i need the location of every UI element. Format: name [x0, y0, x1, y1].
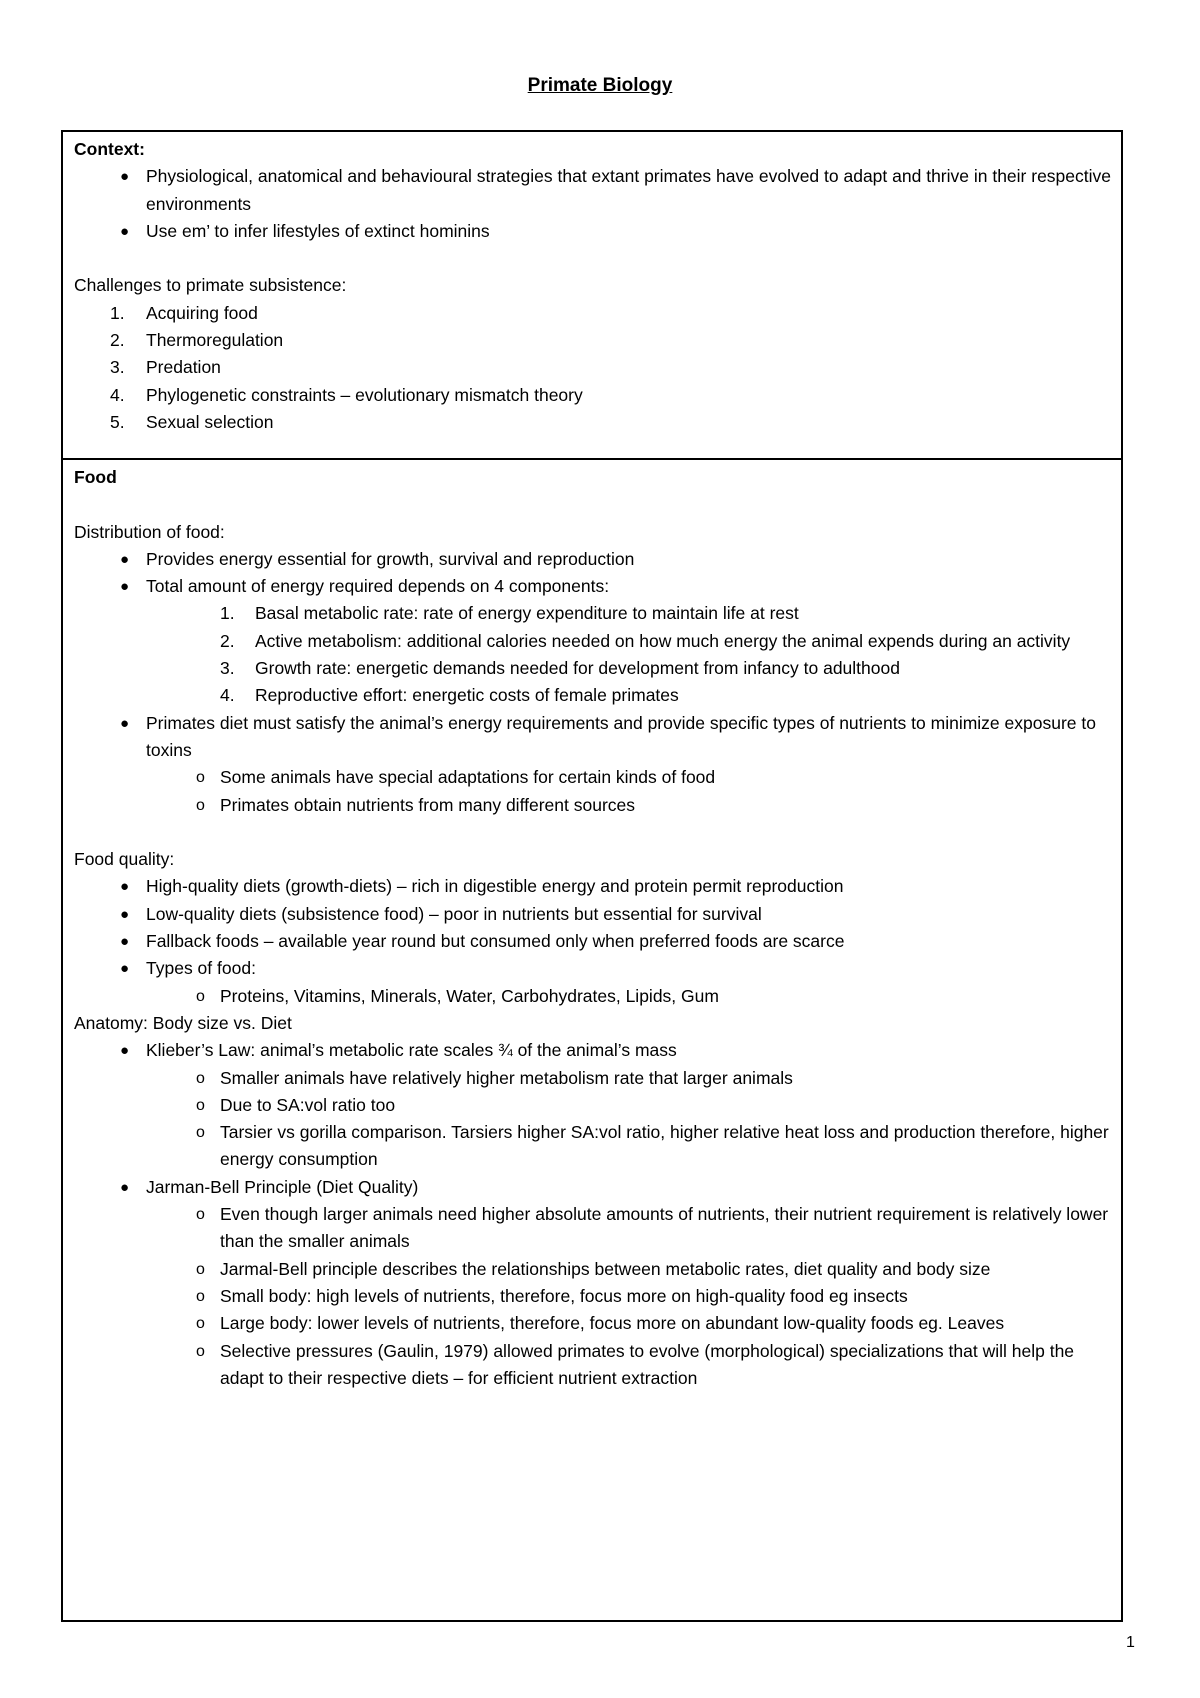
bullet-icon: ●: [120, 550, 130, 568]
food-section: [61, 458, 1123, 1622]
page-number: 1: [1126, 1634, 1135, 1651]
context-bullet-list: [74, 163, 1111, 245]
distribution-list: [74, 546, 1111, 819]
list-item: ● Physiological, anatomical and behavioural strategies that extant primates have evolved to adapt and thrive in their respective environments: [74, 163, 1111, 218]
circle-bullet-icon: o: [196, 1315, 205, 1333]
sub-list-item: o Large body: lower levels of nutrients, therefore, focus more on abundant low-quality foods eg. Leaves: [74, 1310, 1111, 1337]
food-heading: Food: [74, 467, 117, 487]
distribution-heading: Distribution of food:: [74, 521, 225, 542]
circle-bullet-icon: o: [196, 1124, 205, 1142]
list-item: 3. Predation: [110, 357, 221, 378]
list-item: ● Low-quality diets (subsistence food) – poor in nutrients but essential for survival: [74, 901, 1111, 928]
page-title: Primate Biology: [527, 75, 673, 96]
context-heading: Context:: [74, 139, 145, 159]
circle-bullet-icon: o: [196, 1260, 205, 1278]
quality-list: [74, 873, 1111, 1009]
list-item: ● Jarman-Bell Principle (Diet Quality): [74, 1174, 1111, 1201]
anatomy-heading: Anatomy: Body size vs. Diet: [74, 1012, 292, 1033]
sub-list-item: o Some animals have special adaptations for certain kinds of food: [74, 764, 1111, 791]
context-section: [61, 130, 1123, 460]
quality-heading: Food quality:: [74, 849, 175, 870]
list-item: 4. Phylogenetic constraints – evolutionary mismatch theory: [110, 384, 583, 405]
bullet-icon: ●: [120, 714, 130, 732]
sub-list-item: 4. Reproductive effort: energetic costs of female primates: [220, 685, 679, 706]
sub-list-item: o Small body: high levels of nutrients, therefore, focus more on high-quality food eg insects: [74, 1283, 1111, 1310]
bullet-icon: ●: [120, 1178, 130, 1196]
list-item: 1. Acquiring food: [110, 302, 258, 323]
list-item: ● Fallback foods – available year round but consumed only when preferred foods are scarce: [74, 928, 1111, 955]
sub-list-item: o Primates obtain nutrients from many different sources: [74, 792, 1111, 819]
bullet-icon: ●: [120, 933, 130, 951]
list-item: ● Primates diet must satisfy the animal’s energy requirements and provide specific types of nutrients to minimize exposure to toxins: [74, 710, 1111, 765]
bullet-icon: ●: [120, 878, 130, 896]
circle-bullet-icon: o: [196, 1069, 205, 1087]
list-item: ● Klieber’s Law: animal’s metabolic rate scales ¾ of the animal’s mass: [74, 1037, 1111, 1064]
challenges-heading: Challenges to primate subsistence:: [74, 275, 347, 296]
anatomy-list: [74, 1037, 1111, 1392]
list-item: 2. Thermoregulation: [110, 330, 284, 351]
challenges-list: [74, 300, 1111, 436]
bullet-icon: ●: [120, 578, 130, 596]
circle-bullet-icon: o: [196, 1096, 205, 1114]
list-item: ● High-quality diets (growth-diets) – rich in digestible energy and protein permit reproduction: [74, 873, 1111, 900]
circle-bullet-icon: o: [196, 769, 205, 787]
sub-list-item: 2. Active metabolism: additional calories needed on how much energy the animal expends during an activity: [220, 630, 1071, 651]
circle-bullet-icon: o: [196, 987, 205, 1005]
sub-list-item: o Jarmal-Bell principle describes the relationships between metabolic rates, diet quality and body size: [74, 1256, 1111, 1283]
list-item: ● Provides energy essential for growth, survival and reproduction: [74, 546, 1111, 573]
bullet-icon: ●: [120, 1042, 130, 1060]
sub-list-item: o Selective pressures (Gaulin, 1979) allowed primates to evolve (morphological) specializations that will help the adapt to their respective diets – for efficient nutrient extraction: [74, 1338, 1111, 1393]
sub-list-item: o Due to SA:vol ratio too: [74, 1092, 1111, 1119]
list-item: ● Total amount of energy required depends on 4 components:: [74, 573, 1111, 600]
list-item: ● Use em’ to infer lifestyles of extinct hominins: [74, 218, 1111, 245]
circle-bullet-icon: o: [196, 1342, 205, 1360]
sub-list-item: o Tarsier vs gorilla comparison. Tarsiers higher SA:vol ratio, higher relative heat loss and production therefore, higher energy consumption: [74, 1119, 1111, 1174]
bullet-icon: ●: [120, 905, 130, 923]
bullet-icon: ●: [120, 960, 130, 978]
circle-bullet-icon: o: [196, 1287, 205, 1305]
bullet-icon: ●: [120, 222, 130, 240]
sub-list-item: 3. Growth rate: energetic demands needed for development from infancy to adulthood: [220, 658, 900, 679]
sub-list-item: o Proteins, Vitamins, Minerals, Water, Carbohydrates, Lipids, Gum: [74, 983, 1111, 1010]
sub-list-item: 1. Basal metabolic rate: rate of energy expenditure to maintain life at rest: [220, 603, 799, 624]
circle-bullet-icon: o: [196, 796, 205, 814]
list-item: 5. Sexual selection: [110, 411, 274, 432]
list-item: ● Types of food:: [74, 955, 1111, 982]
bullet-icon: ●: [120, 168, 130, 186]
sub-list-item: o Even though larger animals need higher absolute amounts of nutrients, their nutrient requirement is relatively lower than the smaller animals: [74, 1201, 1111, 1256]
sub-list-item: o Smaller animals have relatively higher metabolism rate that larger animals: [74, 1065, 1111, 1092]
circle-bullet-icon: o: [196, 1206, 205, 1224]
